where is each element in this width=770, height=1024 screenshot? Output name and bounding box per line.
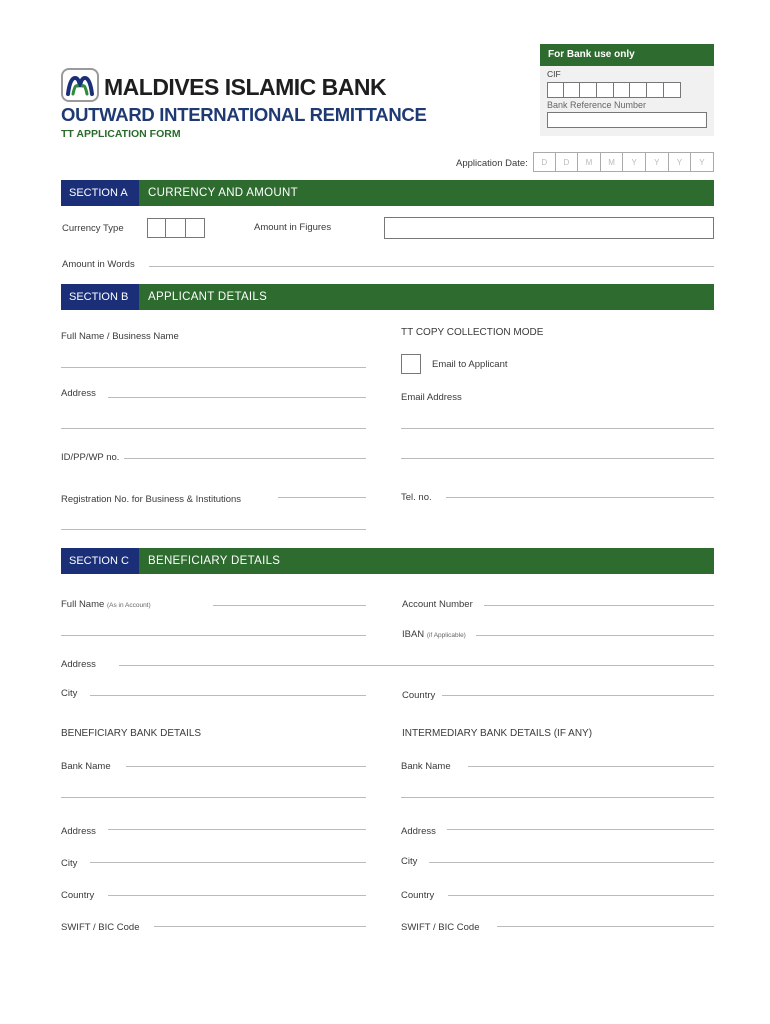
date-day-placeholder: D: [533, 152, 556, 172]
intermediary-bank-name-field-2[interactable]: [401, 797, 714, 798]
applicant-address-label: Address: [61, 388, 96, 399]
application-date-input[interactable]: [533, 152, 714, 172]
beneficiary-full-name-text: Full Name: [61, 599, 105, 610]
currency-type-label: Currency Type: [62, 223, 124, 234]
beneficiary-full-name-note: (As in Account): [106, 602, 151, 609]
intermediary-bank-country-label: Country: [401, 890, 435, 901]
intermediary-bank-name-label: Bank Name: [401, 761, 451, 772]
email-to-applicant-label: Email to Applicant: [432, 359, 508, 370]
iban-text: IBAN: [402, 629, 425, 640]
beneficiary-address-field[interactable]: [119, 665, 714, 666]
beneficiary-bank-city-label: City: [61, 858, 78, 869]
beneficiary-country-label: Country: [402, 690, 436, 701]
date-day-placeholder: D: [556, 152, 579, 172]
beneficiary-bank-name-label: Bank Name: [61, 761, 111, 772]
intermediary-bank-address-label: Address: [401, 826, 436, 837]
email-to-applicant-checkbox[interactable]: [401, 354, 421, 374]
email-address-label: Email Address: [401, 392, 462, 403]
section-a-tag: SECTION A: [61, 180, 139, 206]
date-year-placeholder: Y: [623, 152, 646, 172]
date-year-placeholder: Y: [691, 152, 714, 172]
applicant-id-label: ID/PP/WP no.: [61, 452, 120, 463]
amount-figures-label: Amount in Figures: [254, 222, 332, 233]
beneficiary-bank-name-field[interactable]: [126, 766, 366, 767]
amount-words-field[interactable]: [149, 266, 714, 267]
bank-reference-label: Bank Reference Number: [547, 100, 647, 110]
beneficiary-bank-swift-label: SWIFT / BIC Code: [61, 922, 140, 933]
beneficiary-city-field[interactable]: [90, 695, 366, 696]
date-month-placeholder: M: [578, 152, 601, 172]
amount-words-label: Amount in Words: [62, 259, 135, 270]
beneficiary-bank-address-label: Address: [61, 826, 96, 837]
bank-use-header: For Bank use only: [540, 44, 714, 66]
amount-figures-input[interactable]: [384, 217, 714, 239]
beneficiary-full-name-label: [61, 599, 151, 610]
section-c-tag: SECTION C: [61, 548, 139, 574]
intermediary-bank-swift-field[interactable]: [497, 926, 714, 927]
beneficiary-bank-name-field-2[interactable]: [61, 797, 366, 798]
applicant-id-field[interactable]: [124, 458, 366, 459]
section-a-header: [61, 180, 714, 206]
account-number-label: Account Number: [402, 599, 473, 610]
registration-no-label: Registration No. for Business & Institutions: [61, 494, 242, 505]
date-month-placeholder: M: [601, 152, 624, 172]
iban-label: [402, 629, 466, 640]
tt-copy-mode-heading: TT COPY COLLECTION MODE: [401, 327, 544, 338]
form-subtitle: TT APPLICATION FORM: [61, 128, 181, 140]
registration-no-field[interactable]: [278, 497, 366, 498]
beneficiary-bank-city-field[interactable]: [90, 862, 366, 863]
section-b-header: [61, 284, 714, 310]
beneficiary-full-name-field-2[interactable]: [61, 635, 366, 636]
application-date-label: Application Date:: [456, 158, 528, 169]
beneficiary-bank-address-field[interactable]: [108, 829, 366, 830]
beneficiary-address-label: Address: [61, 659, 96, 670]
section-a-title: CURRENCY AND AMOUNT: [148, 187, 298, 199]
bank-name: MALDIVES ISLAMIC BANK: [104, 74, 387, 100]
section-c-title: BENEFICIARY DETAILS: [148, 555, 281, 567]
form-title: OUTWARD INTERNATIONAL REMITTANCE: [61, 104, 427, 125]
iban-field[interactable]: [476, 635, 714, 636]
beneficiary-bank-country-field[interactable]: [108, 895, 366, 896]
beneficiary-full-name-field[interactable]: [213, 605, 366, 606]
email-address-field-2[interactable]: [401, 458, 714, 459]
beneficiary-bank-country-label: Country: [61, 890, 95, 901]
iban-note: (if Applicable): [426, 632, 466, 639]
section-b-tag: SECTION B: [61, 284, 139, 310]
bank-reference-input[interactable]: [547, 112, 707, 128]
account-number-field[interactable]: [484, 605, 714, 606]
beneficiary-bank-heading: BENEFICIARY BANK DETAILS: [61, 728, 202, 739]
section-b-title: APPLICANT DETAILS: [148, 291, 268, 303]
applicant-full-name-label: Full Name / Business Name: [61, 331, 179, 342]
intermediary-bank-name-field[interactable]: [468, 766, 714, 767]
applicant-full-name-field[interactable]: [61, 367, 366, 368]
intermediary-bank-city-label: City: [401, 856, 418, 867]
intermediary-bank-swift-label: SWIFT / BIC Code: [401, 922, 480, 933]
currency-type-input[interactable]: [147, 218, 205, 238]
tel-no-label: Tel. no.: [401, 492, 432, 503]
applicant-address-field[interactable]: [108, 397, 366, 398]
intermediary-bank-country-field[interactable]: [448, 895, 714, 896]
tel-no-field[interactable]: [446, 497, 714, 498]
beneficiary-city-label: City: [61, 688, 78, 699]
registration-no-field-2[interactable]: [61, 529, 366, 530]
section-c-header: [61, 548, 714, 574]
bank-logo-icon: [61, 68, 99, 102]
cif-label: CIF: [547, 69, 561, 79]
email-address-field[interactable]: [401, 428, 714, 429]
beneficiary-country-field[interactable]: [442, 695, 714, 696]
date-year-placeholder: Y: [669, 152, 692, 172]
beneficiary-bank-swift-field[interactable]: [154, 926, 366, 927]
cif-input[interactable]: [547, 82, 681, 98]
intermediary-bank-heading: INTERMEDIARY BANK DETAILS (IF ANY): [402, 728, 593, 739]
date-year-placeholder: Y: [646, 152, 669, 172]
applicant-address-field-2[interactable]: [61, 428, 366, 429]
intermediary-bank-city-field[interactable]: [429, 862, 714, 863]
bank-use-panel: [540, 44, 714, 136]
intermediary-bank-address-field[interactable]: [447, 829, 714, 830]
